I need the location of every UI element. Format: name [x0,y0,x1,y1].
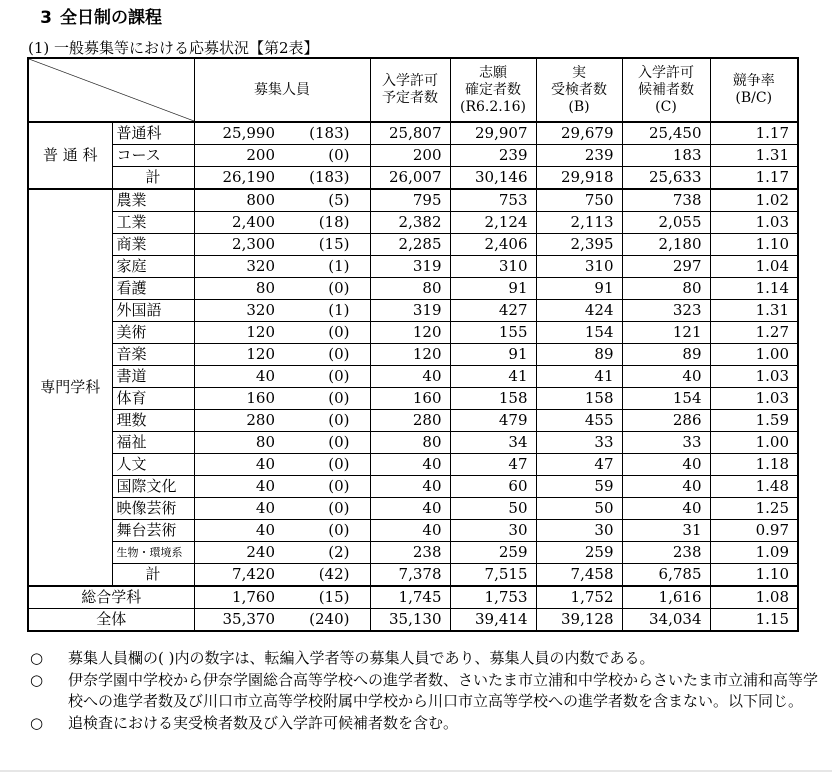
cell-juken: 33 [536,432,622,454]
header-jukensha [536,58,622,122]
cell-koho: 297 [622,256,710,278]
cell-boshu: 80 [194,432,283,454]
cell-koho: 2,055 [622,212,710,234]
header-line: (B) [568,98,590,115]
cell-ratio: 1.59 [710,410,798,432]
cell-juken: 455 [536,410,622,432]
row-label: 舞台芸術 [112,520,194,542]
cell-paren: (0) [283,432,370,454]
cell-paren: (15) [283,234,370,256]
header-line: 候補者数 [638,81,694,98]
cell-boshu: 35,370 [194,609,283,632]
cell-ratio: 1.31 [710,300,798,322]
cell-paren: (183) [283,167,370,190]
cell-koho: 286 [622,410,710,432]
cell-koho: 33 [622,432,710,454]
cell-boshu: 160 [194,388,283,410]
cell-ratio: 1.00 [710,344,798,366]
cell-boshu: 200 [194,145,283,167]
section-number: 3 [40,8,52,28]
group-label-futsuka: 普 通 科 [28,122,112,189]
table-row [28,410,798,432]
note-marker: ○ [30,714,44,732]
header-kyoso [710,58,798,122]
table-body [28,122,798,631]
cell-yotei: 40 [370,498,450,520]
table-row [28,145,798,167]
cell-yotei: 25,807 [370,122,450,145]
cell-juken: 424 [536,300,622,322]
header-line: 予定者数 [382,90,438,106]
header-line: 入学許可 [382,73,438,89]
cell-boshu: 26,190 [194,167,283,190]
cell-ratio: 1.03 [710,212,798,234]
cell-shigan: 239 [450,145,536,167]
cell-juken: 89 [536,344,622,366]
cell-ratio: 1.18 [710,454,798,476]
cell-juken: 59 [536,476,622,498]
cell-boshu: 320 [194,256,283,278]
cell-ratio: 0.97 [710,520,798,542]
cell-koho: 40 [622,498,710,520]
cell-koho: 40 [622,366,710,388]
cell-shigan: 91 [450,344,536,366]
cell-shigan: 30,146 [450,167,536,190]
cell-shigan: 753 [450,189,536,212]
cell-boshu: 2,400 [194,212,283,234]
cell-paren: (0) [283,322,370,344]
row-label: 福祉 [112,432,194,454]
cell-yotei: 40 [370,520,450,542]
cell-shigan: 2,124 [450,212,536,234]
table-row [28,432,798,454]
cell-ratio: 1.03 [710,366,798,388]
cell-yotei: 795 [370,189,450,212]
cell-paren: (0) [283,520,370,542]
cell-koho: 80 [622,278,710,300]
cell-koho: 40 [622,454,710,476]
cell-paren: (18) [283,212,370,234]
cell-paren: (0) [283,410,370,432]
header-row [28,58,798,122]
header-corner-diagonal [28,58,194,122]
cell-yotei: 40 [370,454,450,476]
group-label-sogo: 総合学科 [28,586,194,609]
applications-table [27,57,799,632]
row-label: 音楽 [112,344,194,366]
cell-yotei: 200 [370,145,450,167]
cell-juken: 1,752 [536,586,622,609]
note-marker: ○ [30,649,44,667]
cell-ratio: 1.25 [710,498,798,520]
cell-yotei: 280 [370,410,450,432]
cell-paren: (5) [283,189,370,212]
cell-shigan: 47 [450,454,536,476]
row-label: 工業 [112,212,194,234]
cell-juken: 7,458 [536,564,622,587]
cell-shigan: 7,515 [450,564,536,587]
section-title [10,3,162,28]
cell-shigan: 29,907 [450,122,536,145]
table-row [28,234,798,256]
table-row [28,167,798,190]
group-label-zentai: 全体 [28,609,194,632]
table-row [28,498,798,520]
table-row [28,122,798,145]
cell-ratio: 1.04 [710,256,798,278]
cell-koho: 121 [622,322,710,344]
cell-yotei: 319 [370,300,450,322]
cell-ratio: 1.17 [710,122,798,145]
cell-yotei: 35,130 [370,609,450,632]
cell-yotei: 319 [370,256,450,278]
row-label: 計 [112,167,194,190]
cell-ratio: 1.10 [710,564,798,587]
header-line: 確定者数 [465,81,521,98]
cell-juken: 259 [536,542,622,564]
row-label: 家庭 [112,256,194,278]
cell-koho: 738 [622,189,710,212]
cell-shigan: 60 [450,476,536,498]
header-line: 競争率 [732,73,775,89]
cell-koho: 25,450 [622,122,710,145]
cell-boshu: 120 [194,344,283,366]
subsection-title: (1) 一般募集等における応募状況【第2表】 [28,39,319,57]
cell-ratio: 1.27 [710,322,798,344]
table-row [28,476,798,498]
cell-paren: (0) [283,388,370,410]
cell-koho: 2,180 [622,234,710,256]
cell-boshu: 280 [194,410,283,432]
cell-boshu: 7,420 [194,564,283,587]
cell-shigan: 479 [450,410,536,432]
cell-ratio: 1.10 [710,234,798,256]
table-row [28,388,798,410]
cell-juken: 47 [536,454,622,476]
cell-ratio: 1.31 [710,145,798,167]
cell-koho: 238 [622,542,710,564]
cell-koho: 183 [622,145,710,167]
table-row [28,344,798,366]
cell-shigan: 1,753 [450,586,536,609]
header-line: (B/C) [735,90,773,106]
cell-paren: (15) [283,586,370,609]
cell-yotei: 1,745 [370,586,450,609]
row-label: 商業 [112,234,194,256]
cell-boshu: 40 [194,520,283,542]
cell-juken: 39,128 [536,609,622,632]
row-label: 映像芸術 [112,498,194,520]
header-line: (R6.2.16) [460,98,526,115]
cell-shigan: 155 [450,322,536,344]
cell-shigan: 41 [450,366,536,388]
cell-yotei: 120 [370,322,450,344]
cell-boshu: 320 [194,300,283,322]
cell-shigan: 50 [450,498,536,520]
note-text: 募集人員欄の( )内の数字は、転編入学者等の募集人員であり、募集人員の内数である。 [68,649,655,667]
notes [30,648,820,735]
row-label: 書道 [112,366,194,388]
table-row [28,454,798,476]
cell-ratio: 1.03 [710,388,798,410]
cell-boshu: 40 [194,366,283,388]
table-row [28,366,798,388]
row-label: 理数 [112,410,194,432]
header-line: 入学許可 [638,64,694,81]
row-label: コース [112,145,194,167]
cell-juken: 239 [536,145,622,167]
cell-shigan: 427 [450,300,536,322]
cell-juken: 310 [536,256,622,278]
cell-koho: 31 [622,520,710,542]
header-line: (C) [655,98,677,115]
row-label: 国際文化 [112,476,194,498]
cell-ratio: 1.14 [710,278,798,300]
cell-ratio: 1.08 [710,586,798,609]
cell-juken: 158 [536,388,622,410]
header-line: 受検者数 [551,81,607,98]
cell-ratio: 1.48 [710,476,798,498]
header-nyugaku-yotei [370,58,450,122]
cell-paren: (1) [283,300,370,322]
row-label: 看護 [112,278,194,300]
cell-boshu: 1,760 [194,586,283,609]
cell-juken: 750 [536,189,622,212]
cell-boshu: 40 [194,498,283,520]
table-row [28,256,798,278]
note-text: 伊奈学園中学校から伊奈学園総合高等学校への進学者数、さいたま市立浦和中学校からさいたま市立浦和高等学校への進学者数及び川口市立高等学校附属中学校から川口市立高等学校への進学者数を含まない。以下同じ。 [68,671,819,710]
cell-paren: (183) [283,122,370,145]
cell-yotei: 120 [370,344,450,366]
cell-shigan: 91 [450,278,536,300]
section-title-text: 全日制の課程 [60,8,162,28]
cell-koho: 89 [622,344,710,366]
cell-yotei: 80 [370,432,450,454]
cell-koho: 34,034 [622,609,710,632]
cell-ratio: 1.17 [710,167,798,190]
cell-shigan: 2,406 [450,234,536,256]
cell-boshu: 40 [194,454,283,476]
cell-yotei: 80 [370,278,450,300]
table-row [28,322,798,344]
cell-juken: 2,395 [536,234,622,256]
group-label-senmon: 専門学科 [28,189,112,586]
cell-koho: 40 [622,476,710,498]
cell-paren: (0) [283,366,370,388]
cell-ratio: 1.15 [710,609,798,632]
cell-yotei: 2,285 [370,234,450,256]
cell-koho: 323 [622,300,710,322]
header-shigan [450,58,536,122]
table-row [28,542,798,564]
note-item [30,713,820,734]
cell-paren: (0) [283,454,370,476]
table-row [28,586,798,609]
cell-shigan: 259 [450,542,536,564]
header-kohosha [622,58,710,122]
cell-paren: (1) [283,256,370,278]
cell-ratio: 1.02 [710,189,798,212]
cell-yotei: 160 [370,388,450,410]
row-label: 外国語 [112,300,194,322]
cell-boshu: 800 [194,189,283,212]
note-item [30,648,820,669]
header-line: 実 [572,64,586,81]
row-label: 美術 [112,322,194,344]
cell-boshu: 40 [194,476,283,498]
cell-boshu: 240 [194,542,283,564]
cell-yotei: 40 [370,366,450,388]
cell-shigan: 310 [450,256,536,278]
header-line: 志願 [479,64,507,81]
cell-yotei: 7,378 [370,564,450,587]
cell-koho: 154 [622,388,710,410]
note-text: 追検査における実受検者数及び入学許可候補者数を含む。 [68,714,459,732]
cell-paren: (0) [283,498,370,520]
row-label: 生物・環境系 [112,542,194,564]
cell-juken: 154 [536,322,622,344]
cell-paren: (0) [283,476,370,498]
row-label: 農業 [112,189,194,212]
note-marker: ○ [30,671,44,689]
cell-koho: 1,616 [622,586,710,609]
table-row [28,278,798,300]
cell-juken: 41 [536,366,622,388]
row-label: 体育 [112,388,194,410]
cell-yotei: 238 [370,542,450,564]
row-label: 普通科 [112,122,194,145]
cell-paren: (0) [283,145,370,167]
table-row [28,564,798,587]
cell-juken: 91 [536,278,622,300]
table-row [28,609,798,632]
cell-paren: (0) [283,278,370,300]
cell-juken: 2,113 [536,212,622,234]
cell-shigan: 39,414 [450,609,536,632]
row-label: 計 [112,564,194,587]
cell-boshu: 80 [194,278,283,300]
cell-shigan: 158 [450,388,536,410]
cell-juken: 50 [536,498,622,520]
cell-koho: 25,633 [622,167,710,190]
note-item [30,670,820,712]
cell-shigan: 30 [450,520,536,542]
row-label: 人文 [112,454,194,476]
cell-paren: (240) [283,609,370,632]
cell-ratio: 1.09 [710,542,798,564]
cell-yotei: 40 [370,476,450,498]
table-row [28,212,798,234]
cell-yotei: 2,382 [370,212,450,234]
header-boshu: 募集人員 [194,58,370,122]
cell-boshu: 2,300 [194,234,283,256]
cell-juken: 30 [536,520,622,542]
table-row [28,300,798,322]
cell-paren: (0) [283,344,370,366]
cell-yotei: 26,007 [370,167,450,190]
cell-paren: (42) [283,564,370,587]
cell-ratio: 1.00 [710,432,798,454]
table-row [28,189,798,212]
cell-shigan: 34 [450,432,536,454]
cell-boshu: 25,990 [194,122,283,145]
cell-koho: 6,785 [622,564,710,587]
cell-paren: (2) [283,542,370,564]
table-row [28,520,798,542]
cell-juken: 29,918 [536,167,622,190]
cell-juken: 29,679 [536,122,622,145]
cell-boshu: 120 [194,322,283,344]
